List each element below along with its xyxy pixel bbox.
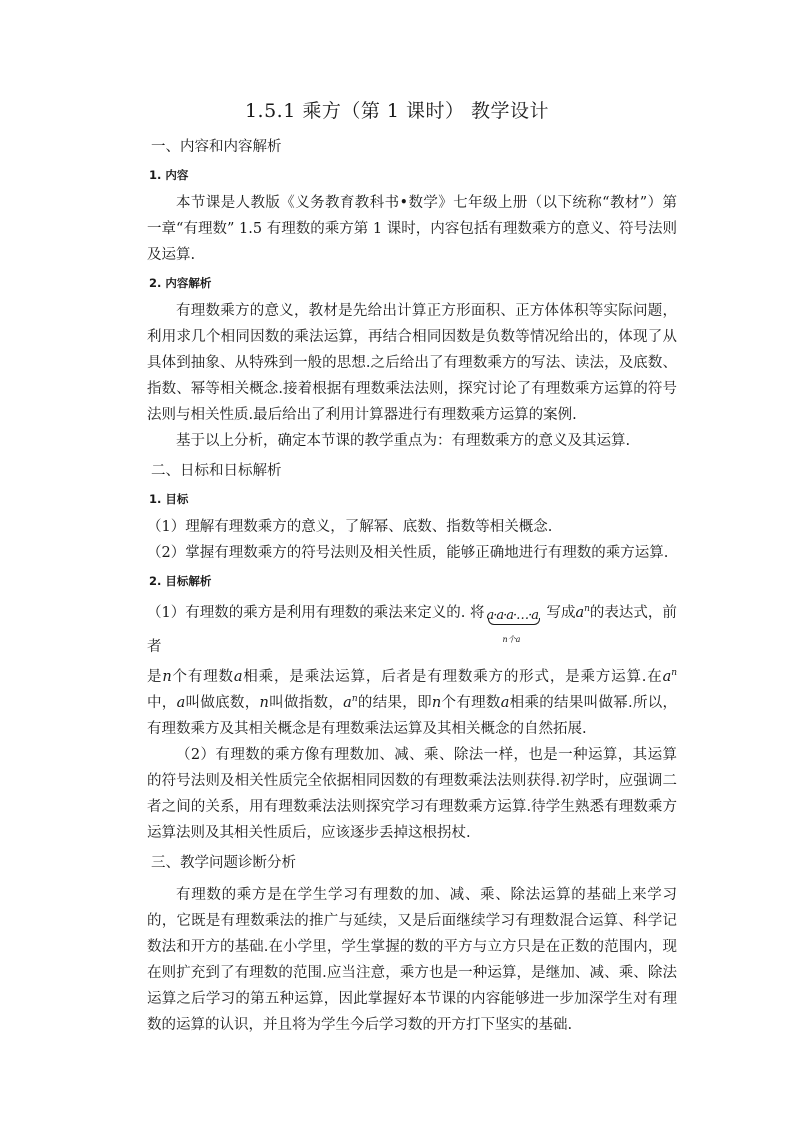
goal-analysis-text: 叫做底数，: [185, 695, 260, 711]
goal-analysis-paragraph-2: （2）有理数的乘方像有理数加、减、乘、除法一样，也是一种运算，其运算的符号法则及相关性质完全依据相同因数的有理数乘法法则获得.初学时，应强调二者之间的关系，用有理数乘法法则探究学习有理数乘方运算.待学生熟悉有理数乘方运算法则及其相关性质后，应该逐步丢掉这根拐杖.: [147, 747, 677, 841]
goal-analysis-text: 相乘，是乘法运算，后者是有理数乘方的形式，是乘方运算.在: [242, 669, 663, 685]
goal-analysis-text: 个有理数: [441, 695, 501, 711]
variable-n: n: [259, 695, 269, 711]
formula-product: a·a·a·…·a: [486, 608, 538, 623]
variable-n: n: [671, 668, 678, 679]
goal-analysis-text: （1）有理数的乘方是利用有理数的乘法来定义的. 将: [147, 605, 485, 621]
variable-a: a: [343, 695, 352, 711]
variable-n: n: [431, 695, 442, 711]
paragraph-key-point: 基于以上分析，确定本节课的教学重点为：有理数乘方的意义及其运算.: [176, 433, 631, 449]
goal-item-2: （2）掌握有理数乘方的符号法则及相关性质，能够正确地进行有理数的乘方运算.: [147, 545, 669, 561]
paragraph-diagnosis: 有理数的乘方是在学生学习有理数的加、减、乘、除法运算的基础上来学习的，它既是有理数乘法的推广与延续，又是后面继续学习有理数混合运算、科学记数法和开方的基础.在小学里，学生掌握的数的平方与立方只是在正数的范围内，现在则扩充到了有理数的范围.应当注意，乘方也是一种运算，是继加、减、乘、除法运算之后学习的第五种运算，因此掌握好本节课的内容能够进一步加深学生对有理数的运算的认识，并且将为学生今后学习数的开方打下坚实的基础.: [147, 887, 677, 1033]
subheading-goals-analysis: 2. 目标解析: [149, 574, 212, 588]
variable-n: n: [162, 669, 172, 685]
subheading-content: 1. 内容: [149, 168, 189, 182]
section-heading-diagnosis: 三、教学问题诊断分析: [151, 855, 296, 871]
section-heading-content: 一、内容和内容解析: [151, 139, 282, 155]
paragraph-content-analysis: 有理数乘方的意义，教材是先给出计算正方形面积、正方体体积等实际问题，利用求几个相同因数的乘法运算，再结合相同因数是负数等情况给出的，体现了从具体到抽象、从特殊到一般的思想.之后给出了有理数乘方的写法、读法，及底数、指数、幂等相关概念.接着根据有理数乘法法则，探究讨论了有理数乘方运算的符号法则与相关性质.最后给出了利用计算器进行有理数乘方运算的案例.: [147, 303, 677, 423]
goal-analysis-text: 是: [147, 669, 163, 685]
variable-n: n: [584, 604, 590, 615]
goal-analysis-text: 个有理数: [171, 669, 234, 685]
subheading-goals: 1. 目标: [149, 492, 189, 506]
goal-analysis-text: 的结果，即: [357, 695, 432, 711]
goal-item-1: （1）理解有理数乘方的意义，了解幂、底数、指数等相关概念.: [147, 519, 553, 535]
goal-analysis-text: 相乘的结果叫做幂.所以，有理数乘方及其相关概念是有理数乘法运算及其相关概念的自然拓展.: [147, 695, 678, 737]
goal-analysis-line-1: [147, 596, 677, 664]
variable-n: n: [351, 694, 358, 705]
product-formula: [486, 601, 544, 644]
section-heading-goals: 二、日标和日标解析: [151, 463, 282, 479]
goal-analysis-text: 写成: [546, 605, 576, 621]
variable-a: a: [575, 605, 585, 621]
document-title: 1.5.1 乘方（第 1 课时） 教学设计: [244, 100, 550, 122]
variable-a: a: [233, 669, 243, 685]
variable-a: a: [176, 695, 186, 711]
variable-a: a: [662, 669, 672, 685]
subheading-content-analysis: 2. 内容解析: [149, 276, 212, 290]
goal-analysis-text: 中，: [147, 695, 177, 711]
goal-analysis-text: 叫做指数，: [268, 695, 344, 711]
paragraph-content: 本节课是人教版《义务教育教科书•数学》七年级上册（以下统称“教材”）第一章“有理数” 1.5 有理数的乘方第 1 课时，内容包括有理数乘方的意义、符号法则及运算.: [147, 195, 677, 263]
document-body: [147, 136, 677, 1038]
variable-a: a: [500, 695, 510, 711]
formula-subscript: n个a: [502, 635, 521, 644]
goal-analysis-text: 的表达式，前者: [147, 605, 677, 655]
goal-analysis-paragraph: [147, 664, 677, 742]
